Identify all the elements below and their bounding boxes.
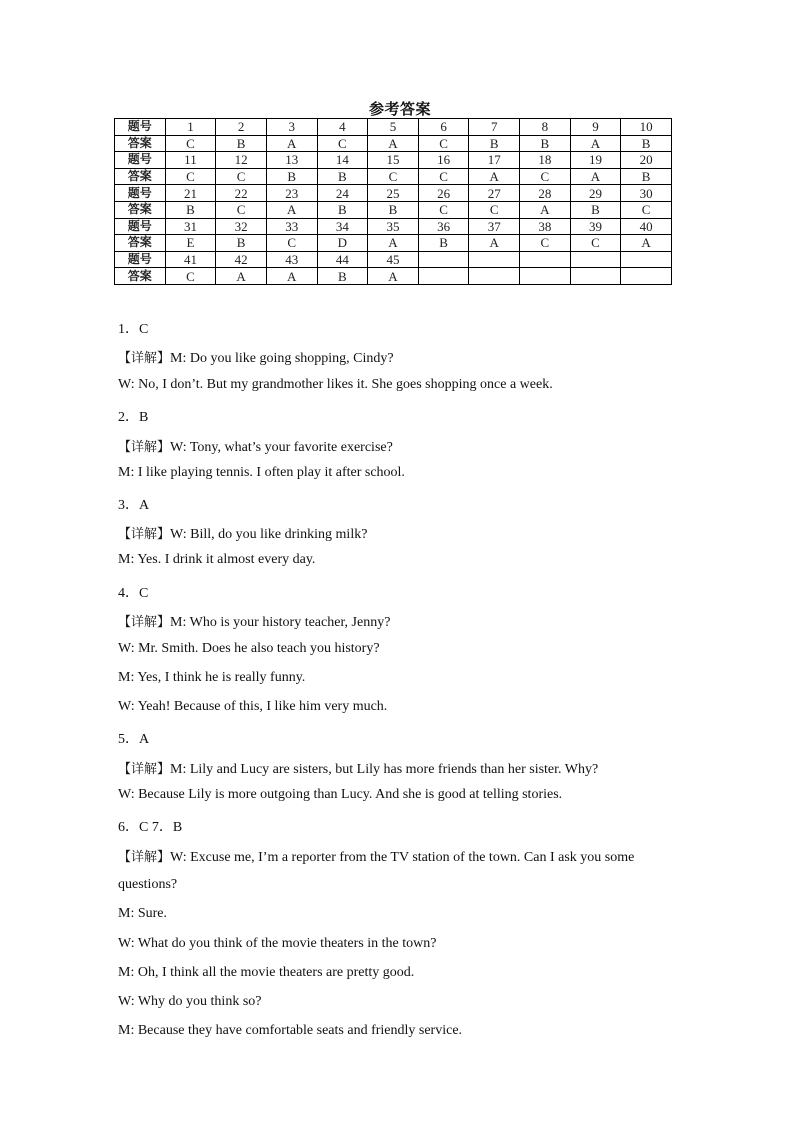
- answer-cell: B: [469, 135, 520, 152]
- answer-cell: B: [317, 168, 368, 185]
- explanation-first-line: [118, 523, 367, 543]
- question-number-cell: 2: [216, 119, 267, 136]
- explanation-first-line: [118, 436, 393, 456]
- dialogue-line: [118, 699, 387, 715]
- dialogue-line: [118, 465, 405, 481]
- answer-cell: C: [469, 201, 520, 218]
- question-number-cell: 6: [418, 119, 469, 136]
- question-number-cell: 38: [520, 218, 571, 235]
- dialogue-text: M: Yes, I think he is really funny.: [118, 670, 306, 685]
- answer-cell: B: [520, 135, 571, 152]
- question-number-cell: 3: [266, 119, 317, 136]
- question-number-cell: 37: [469, 218, 520, 235]
- number-row-label: 题号: [115, 185, 166, 202]
- question-number-cell: 16: [418, 152, 469, 169]
- explanation-first-line: [118, 611, 390, 631]
- question-number-cell: 20: [621, 152, 672, 169]
- answer-cell: C: [520, 235, 571, 252]
- dialogue-line: [118, 1023, 462, 1039]
- detail-label: 【详解】: [118, 762, 171, 777]
- question-number-cell: 40: [621, 218, 672, 235]
- answer-cell: B: [266, 168, 317, 185]
- dialogue-text: W: Because Lily is more outgoing than Lucy. And she is good at telling stories.: [118, 787, 563, 802]
- detail-label: 【详解】: [118, 440, 171, 455]
- item-heading: 5．A: [118, 732, 150, 747]
- answer-cell: B: [570, 201, 621, 218]
- dialogue-line: [118, 906, 167, 922]
- dialogue-text: M: Do you like going shopping, Cindy?: [170, 351, 394, 366]
- question-number-cell: 4: [317, 119, 368, 136]
- question-number-cell: 28: [520, 185, 571, 202]
- number-row-label: 题号: [115, 119, 166, 136]
- question-number-cell: 17: [469, 152, 520, 169]
- table-row-answer-row: [115, 235, 672, 252]
- answer-cell: C: [216, 201, 267, 218]
- number-row-label: 题号: [115, 152, 166, 169]
- dialogue-text: W: Bill, do you like drinking milk?: [170, 527, 368, 542]
- answer-cell: D: [317, 235, 368, 252]
- number-row-label: 题号: [115, 251, 166, 268]
- question-number-cell: 8: [520, 119, 571, 136]
- question-number-cell: 26: [418, 185, 469, 202]
- dialogue-text: W: Yeah! Because of this, I like him very much.: [118, 699, 388, 714]
- answer-cell: B: [418, 235, 469, 252]
- question-number-cell: 33: [266, 218, 317, 235]
- detail-label: 【详解】: [118, 527, 171, 542]
- question-number-cell: 30: [621, 185, 672, 202]
- question-number-cell: 18: [520, 152, 571, 169]
- dialogue-text: W: What do you think of the movie theaters in the town?: [118, 936, 437, 951]
- dialogue-text: M: Oh, I think all the movie theaters are pretty good.: [118, 965, 415, 980]
- answer-cell: [418, 268, 469, 285]
- dialogue-line: [118, 994, 262, 1010]
- item-heading: 1．C: [118, 322, 149, 337]
- dialogue-line: [118, 552, 315, 568]
- question-number-cell: 7: [469, 119, 520, 136]
- question-number-cell: 27: [469, 185, 520, 202]
- question-number-cell: 43: [266, 251, 317, 268]
- dialogue-text: M: Yes. I drink it almost every day.: [118, 552, 316, 567]
- answer-cell: [570, 268, 621, 285]
- question-number-cell: 5: [368, 119, 419, 136]
- table-row-number-row: [115, 152, 672, 169]
- dialogue-line: [118, 965, 414, 981]
- answer-cell: [469, 268, 520, 285]
- answer-cell: B: [368, 201, 419, 218]
- detail-label: 【详解】: [118, 615, 171, 630]
- question-number-cell: 14: [317, 152, 368, 169]
- dialogue-line: [118, 641, 380, 657]
- question-number-cell: 15: [368, 152, 419, 169]
- dialogue-line: [118, 670, 305, 686]
- answer-row-label: 答案: [115, 168, 166, 185]
- question-number-cell: 39: [570, 218, 621, 235]
- answer-cell: A: [368, 235, 419, 252]
- table-row-answer-row: [115, 201, 672, 218]
- table-row-answer-row: [115, 268, 672, 285]
- dialogue-line: [118, 377, 553, 393]
- question-number-cell: [418, 251, 469, 268]
- answer-key-table: [114, 118, 672, 285]
- question-number-cell: 21: [165, 185, 216, 202]
- answer-cell: C: [165, 135, 216, 152]
- question-number-cell: 10: [621, 119, 672, 136]
- detail-label: 【详解】: [118, 850, 171, 865]
- question-number-cell: 25: [368, 185, 419, 202]
- answer-cell: B: [621, 168, 672, 185]
- dialogue-text: M: Who is your history teacher, Jenny?: [170, 615, 391, 630]
- item-heading: 4．C: [118, 586, 149, 601]
- question-number-cell: [570, 251, 621, 268]
- question-number-cell: 41: [165, 251, 216, 268]
- page-title: 参考答案: [368, 100, 431, 118]
- explanation-first-line: [118, 846, 634, 866]
- dialogue-text: M: Lily and Lucy are sisters, but Lily has more friends than her sister. Why?: [170, 762, 599, 777]
- answer-row-label: 答案: [115, 201, 166, 218]
- answer-cell: A: [570, 135, 621, 152]
- answer-cell: C: [418, 201, 469, 218]
- answer-cell: A: [266, 135, 317, 152]
- answer-row-label: 答案: [115, 268, 166, 285]
- answer-cell: C: [621, 201, 672, 218]
- explanation-first-line: [118, 758, 598, 778]
- item-heading: 6．C 7．B: [118, 820, 183, 835]
- question-number-cell: 19: [570, 152, 621, 169]
- item-heading: 3．A: [118, 498, 150, 513]
- detail-label: 【详解】: [118, 351, 171, 366]
- dialogue-text: questions?: [118, 877, 178, 892]
- question-number-cell: 36: [418, 218, 469, 235]
- question-number-cell: 1: [165, 119, 216, 136]
- question-number-cell: 34: [317, 218, 368, 235]
- question-number-cell: 23: [266, 185, 317, 202]
- question-number-cell: 42: [216, 251, 267, 268]
- answer-cell: A: [368, 268, 419, 285]
- question-number-cell: 35: [368, 218, 419, 235]
- answer-cell: A: [469, 235, 520, 252]
- question-number-cell: 22: [216, 185, 267, 202]
- question-number-cell: 24: [317, 185, 368, 202]
- answer-cell: B: [216, 235, 267, 252]
- dialogue-text: W: No, I don’t. But my grandmother likes it. She goes shopping once a week.: [118, 377, 553, 392]
- answer-cell: B: [317, 268, 368, 285]
- answer-cell: E: [165, 235, 216, 252]
- question-number-cell: [621, 251, 672, 268]
- question-number-cell: [520, 251, 571, 268]
- answer-cell: C: [418, 135, 469, 152]
- answer-cell: C: [266, 235, 317, 252]
- answer-cell: C: [216, 168, 267, 185]
- question-number-cell: 13: [266, 152, 317, 169]
- question-number-cell: [469, 251, 520, 268]
- question-number-cell: 9: [570, 119, 621, 136]
- answer-cell: [621, 268, 672, 285]
- answer-cell: B: [216, 135, 267, 152]
- table-row-answer-row: [115, 135, 672, 152]
- question-number-cell: 12: [216, 152, 267, 169]
- question-number-cell: 29: [570, 185, 621, 202]
- answer-cell: C: [317, 135, 368, 152]
- dialogue-text: M: Because they have comfortable seats and friendly service.: [118, 1023, 463, 1038]
- question-number-cell: 11: [165, 152, 216, 169]
- dialogue-text: M: Sure.: [118, 906, 167, 921]
- answer-row-label: 答案: [115, 235, 166, 252]
- answer-cell: A: [621, 235, 672, 252]
- answer-cell: C: [368, 168, 419, 185]
- table-row-number-row: [115, 185, 672, 202]
- answer-cell: C: [165, 268, 216, 285]
- number-row-label: 题号: [115, 218, 166, 235]
- table-row-answer-row: [115, 168, 672, 185]
- dialogue-text: M: I like playing tennis. I often play it after school.: [118, 465, 405, 480]
- question-number-cell: 44: [317, 251, 368, 268]
- dialogue-text: W: Tony, what’s your favorite exercise?: [170, 440, 393, 455]
- answer-cell: C: [418, 168, 469, 185]
- answer-cell: B: [621, 135, 672, 152]
- answer-cell: A: [216, 268, 267, 285]
- dialogue-line: [118, 787, 562, 803]
- answer-cell: B: [165, 201, 216, 218]
- explanation-first-line: [118, 347, 394, 367]
- dialogue-line: [118, 936, 436, 952]
- answer-cell: [520, 268, 571, 285]
- table-row-number-row: [115, 251, 672, 268]
- item-heading: 2．B: [118, 410, 149, 425]
- answer-cell: A: [368, 135, 419, 152]
- answer-cell: C: [570, 235, 621, 252]
- answer-cell: C: [520, 168, 571, 185]
- answer-cell: A: [520, 201, 571, 218]
- dialogue-text: W: Mr. Smith. Does he also teach you history?: [118, 641, 380, 656]
- answer-row-label: 答案: [115, 135, 166, 152]
- table-row-number-row: [115, 119, 672, 136]
- question-number-cell: 31: [165, 218, 216, 235]
- table-row-number-row: [115, 218, 672, 235]
- dialogue-text: W: Why do you think so?: [118, 994, 262, 1009]
- answer-cell: B: [317, 201, 368, 218]
- answer-cell: C: [165, 168, 216, 185]
- answer-cell: A: [266, 268, 317, 285]
- answer-cell: A: [469, 168, 520, 185]
- dialogue-text: W: Excuse me, I’m a reporter from the TV station of the town. Can I ask you some: [170, 850, 635, 865]
- question-number-cell: 32: [216, 218, 267, 235]
- answer-cell: A: [266, 201, 317, 218]
- dialogue-line: [118, 877, 177, 893]
- answer-cell: A: [570, 168, 621, 185]
- question-number-cell: 45: [368, 251, 419, 268]
